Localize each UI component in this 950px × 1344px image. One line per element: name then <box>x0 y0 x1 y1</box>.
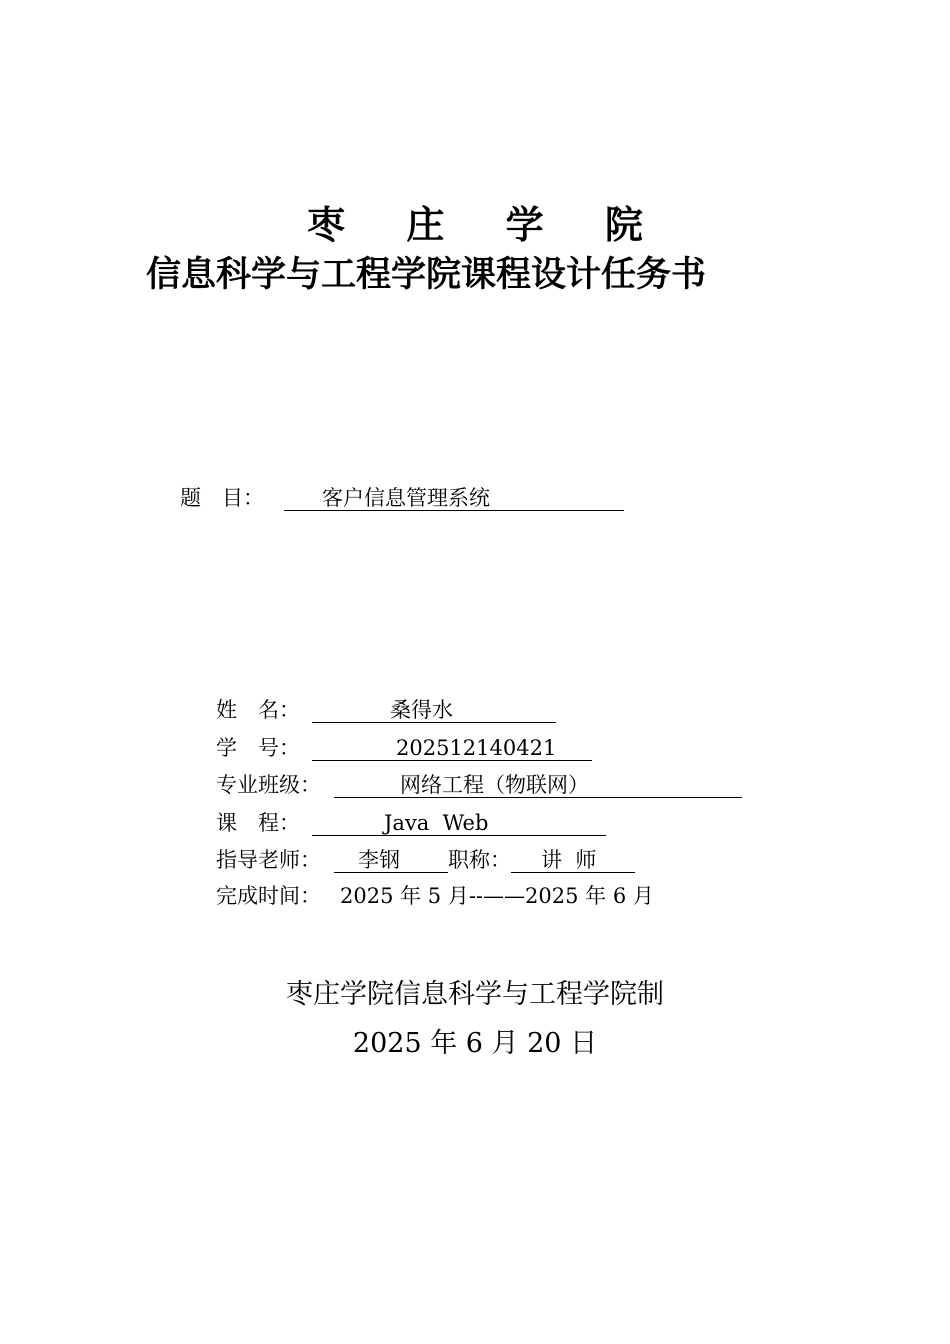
school-title: 枣 庄 学 院 <box>307 203 667 247</box>
document-title: 信息科学与工程学院课程设计任务书 <box>146 255 707 295</box>
advisor-row <box>216 846 635 874</box>
advisor-label: 指导老师： <box>216 848 321 872</box>
major-class-value: 网络工程（物联网） <box>334 773 742 798</box>
advisor-value: 李钢 <box>334 848 448 873</box>
course-row <box>216 809 606 837</box>
major-class-row <box>216 771 742 799</box>
completion-time-row <box>216 882 654 910</box>
topic-value: 客户信息管理系统 <box>284 486 624 511</box>
issuer-line: 枣庄学院信息科学与工程学院制 <box>286 979 664 1010</box>
topic-label: 题 目： <box>180 486 264 510</box>
completion-time-label: 完成时间： <box>216 884 321 908</box>
major-class-label: 专业班级： <box>216 773 321 797</box>
academic-title-label: 职称： <box>448 848 511 872</box>
course-label: 课 程： <box>216 811 300 835</box>
student-id-row <box>216 734 592 762</box>
student-id-value: 202512140421 <box>312 736 592 761</box>
name-label: 姓 名： <box>216 698 300 722</box>
course-value: Java Web <box>312 811 606 836</box>
name-value: 桑得水 <box>312 698 556 723</box>
student-id-label: 学 号： <box>216 736 300 760</box>
completion-time-value: 2025 年 5 月--——2025 年 6 月 <box>340 884 654 908</box>
issue-date: 2025 年 6 月 20 日 <box>352 1028 598 1059</box>
academic-title-value: 讲 师 <box>511 848 635 873</box>
name-row <box>216 696 556 724</box>
topic-row <box>180 484 624 512</box>
